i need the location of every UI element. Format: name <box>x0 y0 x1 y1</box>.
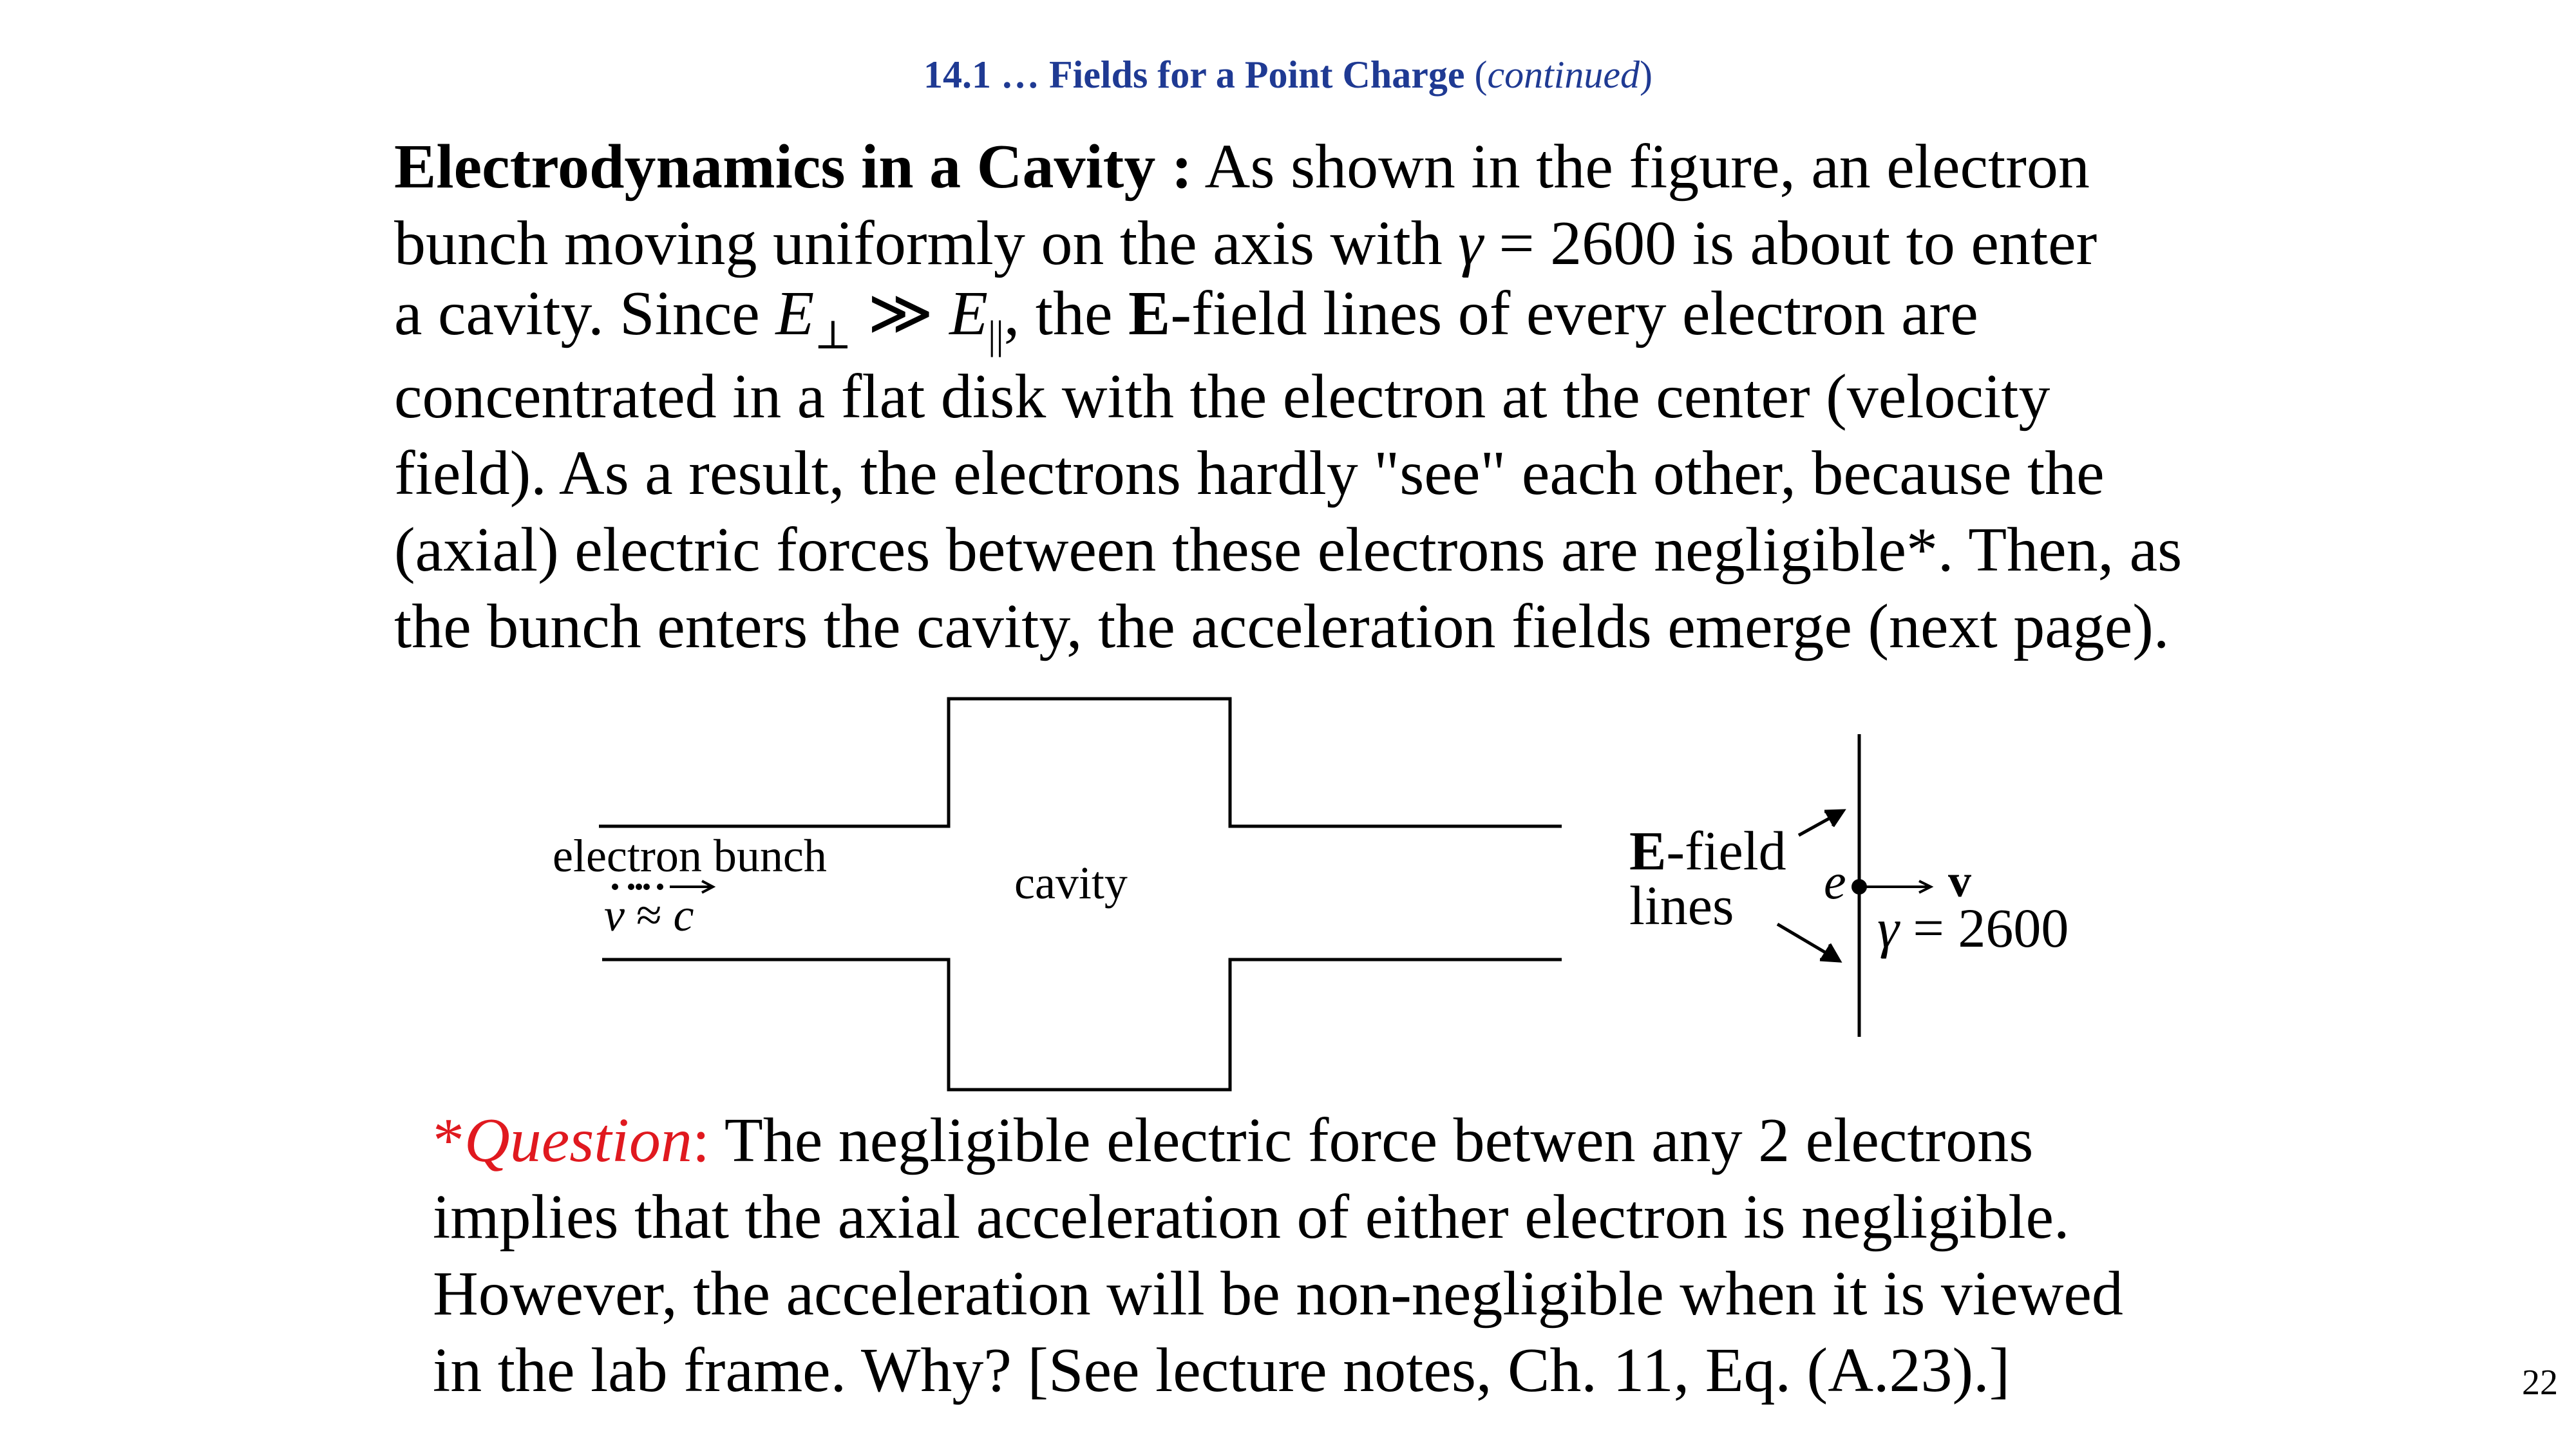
paragraph-line-2 <box>394 205 2326 282</box>
question-block <box>433 1103 2365 1409</box>
cavity-bottom-wall <box>602 960 1562 1090</box>
cavity-label: cavity <box>1014 857 1128 909</box>
paragraph-text: bunch moving uniformly on the axis with <box>394 209 1459 278</box>
paragraph-line-1 <box>394 129 2326 205</box>
gamma-symbol-fig: γ <box>1877 897 1899 959</box>
question-line-4: in the lab frame. Why? [See lecture notes, Ch. 11, Eq. (A.23).] <box>433 1336 2011 1405</box>
paragraph-line-3 <box>394 276 2326 357</box>
question-text: The negligible electric force betwen any 2 electrons <box>710 1106 2034 1175</box>
header-continued: continued <box>1487 53 1640 96</box>
velocity-c: c <box>673 889 694 941</box>
paragraph-text: , the <box>1003 279 1129 348</box>
lines-label: lines <box>1629 875 1734 936</box>
paragraph-line-7: the bunch enters the cavity, the acceleration fields emerge (next page). <box>394 592 2170 661</box>
header-title: 14.1 … Fields for a Point Charge <box>923 53 1465 96</box>
question-star: * <box>433 1106 464 1175</box>
question-line-3: However, the acceleration will be non-negligible when it is viewed <box>433 1259 2123 1329</box>
cavity-top-wall <box>599 699 1562 826</box>
gamma-value: = 2600 <box>1899 897 2069 959</box>
paragraph-text: a cavity. Since <box>394 279 776 348</box>
gamma-label <box>1877 897 2069 959</box>
paragraph-text: = 2600 is about to enter <box>1482 209 2098 278</box>
approx-symbol: ≈ <box>636 889 662 941</box>
much-greater-symbol: ≫ <box>851 279 950 348</box>
e-perp-symbol: E <box>775 279 815 348</box>
velocity-arrow <box>1861 881 1931 893</box>
electron-symbol: e <box>1824 853 1846 909</box>
paragraph-text: -field lines of every electron are <box>1170 279 1978 348</box>
question-line-1 <box>433 1103 2365 1179</box>
parallel-subscript: || <box>987 314 1004 357</box>
e-field-label <box>1629 820 1786 882</box>
paragraph-text: As shown in the figure, an electron <box>1192 132 2090 202</box>
paragraph-line-6: (axial) electric forces between these electrons are negligible*. Then, as <box>394 515 2183 585</box>
paragraph-line-5: field). As a result, the electrons hardly "see" each other, because the <box>394 439 2105 508</box>
header-close-paren: ) <box>1640 53 1653 96</box>
gamma-symbol: γ <box>1458 209 1483 278</box>
perp-subscript: ⊥ <box>814 314 852 357</box>
slide-header <box>0 53 2576 97</box>
main-paragraph <box>394 129 2326 665</box>
e-field-rest: -field <box>1666 820 1786 882</box>
cavity-diagram <box>0 683 2576 1121</box>
electron-bunch-label: electron bunch <box>553 830 827 882</box>
question-label: Question <box>464 1106 692 1175</box>
question-colon: : <box>692 1106 710 1175</box>
paragraph-line-4: concentrated in a flat disk with the electron at the center (velocity <box>394 362 2050 431</box>
velocity-approx-c <box>604 889 694 941</box>
upper-arrow <box>1799 811 1843 835</box>
section-heading: Electrodynamics in a Cavity : <box>394 132 1193 202</box>
e-field-bold: E <box>1128 279 1171 348</box>
v-label: v <box>1948 855 1971 907</box>
e-field-bold-label: E <box>1629 820 1667 882</box>
lower-arrow <box>1777 924 1839 961</box>
page-number: 22 <box>2522 1363 2558 1403</box>
header-open-paren: ( <box>1474 53 1488 96</box>
e-parallel-symbol: E <box>949 279 988 348</box>
question-line-2: implies that the axial acceleration of either electron is negligible. <box>433 1182 2070 1252</box>
velocity-v: v <box>604 889 625 941</box>
